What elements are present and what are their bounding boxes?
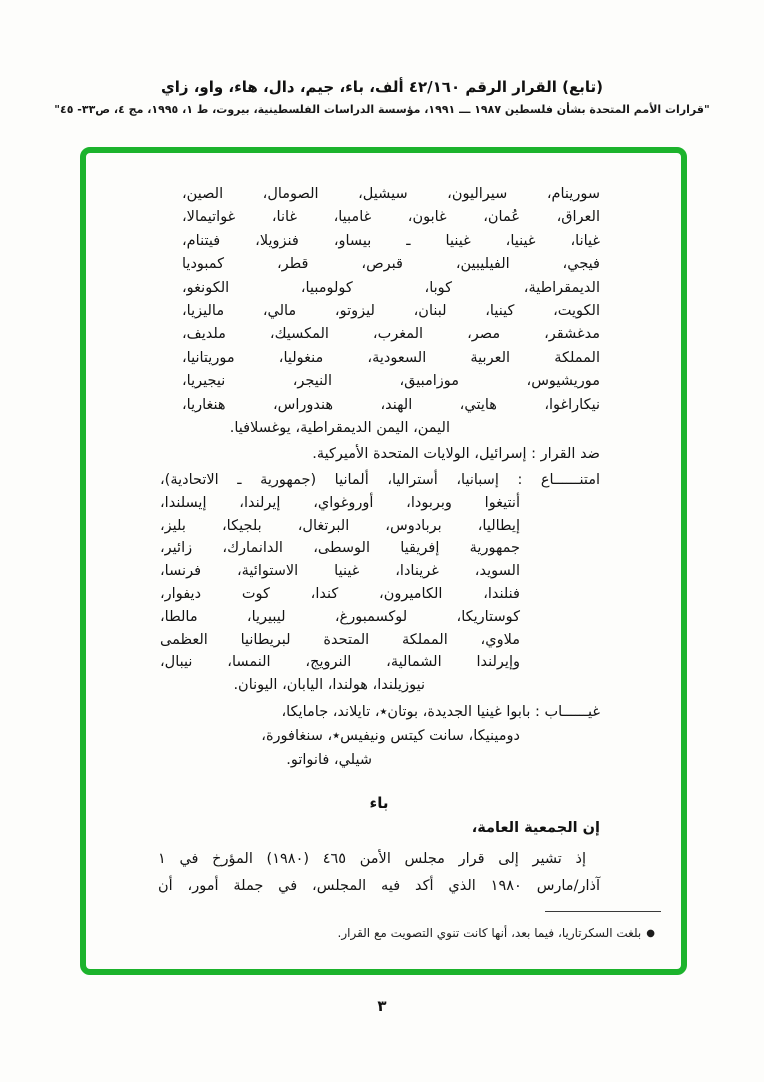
text-line: آذار/مارس ١٩٨٠ الذي أكد فيه المجلس، في جملة أمور، أن (158, 877, 600, 894)
text-line: الكويت، كينيا، لبنان، ليزوتو، مالي، ماليزيا، (182, 303, 600, 320)
text-line: سورينام، سيراليون، سيشيل، الصومال، الصين، (182, 186, 600, 202)
vote-abstain-list (160, 469, 600, 697)
text-line: ملاوي، المملكة المتحدة لبريطانيا العظمى (160, 631, 520, 648)
text-line: الديمقراطية، كوبا، كولومبيا، الكونغو، (182, 279, 600, 296)
vote-against-row (160, 443, 600, 466)
text-line: مدغشقر، مصر، المغرب، المكسيك، ملديف، (182, 326, 600, 343)
text-line: جمهورية إفريقيا الوسطى، الدانمارك، زائير، (160, 540, 520, 557)
text-line: شيلي، فانواتو. (286, 752, 372, 768)
text-line: اليمن، اليمن الديمقراطية، يوغسلافيا. (229, 420, 450, 437)
text-line: العراق، عُمان، غابون، غامبيا، غانا، غواتيمالا، (182, 209, 600, 226)
text-line: نيوزيلندا، هولندا، اليابان، اليونان. (233, 677, 425, 694)
footnote (338, 926, 656, 940)
page-number: ٣ (377, 997, 387, 1015)
body-paragraph (158, 846, 600, 899)
vote-content: بابوا غينيا الجديدة، بوتان٭، تايلاند، جامايكا، (281, 704, 531, 720)
section-heading-ba: باء (369, 794, 389, 812)
text-line (160, 469, 600, 492)
vote-label: امتنــــــاع : (517, 472, 601, 488)
vote-label: غيــــــاب : (534, 704, 600, 720)
text-line: المملكة العربية السعودية، منغوليا، موريتانيا، (182, 349, 600, 366)
vote-content: إسبانيا، أستراليا، ألمانيا (جمهورية ـ الاتحادية)، (160, 472, 499, 488)
header-title: (تابع) القرار الرقم ٤٢/١٦٠ ألف، باء، جيم، دال، هاء، واو، زاي (160, 78, 604, 96)
text-line: نيكاراغوا، هايتي، الهند، هندوراس، هنغاريا، (182, 396, 600, 413)
text-line: إذ تشير إلى قرار مجلس الأمن ٤٦٥ (١٩٨٠) المؤرخ في ١ (158, 851, 586, 867)
text-line: فنلندا، الكاميرون، كندا، كوت ديفوار، (160, 585, 520, 602)
text-line: السويد، غرينادا، غينيا الاستوائية، فرنسا، (160, 563, 520, 580)
vote-abstain-continuation (160, 492, 600, 697)
text-line: كوستاريكا، لوكسمبورغ، ليبيريا، مالطا، (160, 608, 520, 625)
text-line: فيجي، الفيليبين، قبرص، قطر، كمبوديا (182, 256, 600, 273)
footnote-rule (545, 911, 661, 912)
footnote-marker-icon: ● (646, 928, 655, 939)
text-line (160, 443, 600, 466)
text-line: وإيرلندا الشمالية، النرويج، النمسا، نيبال، (160, 654, 520, 671)
vote-absent-list (160, 700, 600, 772)
preamble-intro: إن الجمعية العامة، (471, 820, 600, 836)
text-line: إيطاليا، بربادوس، البرتغال، بلجيكا، بليز، (160, 517, 520, 534)
text-line: أنتيغوا وبربودا، أوروغواي، إيرلندا، إيسلندا، (160, 494, 520, 511)
vote-content: إسرائيل، الولايات المتحدة الأميركية. (312, 446, 527, 462)
text-line: موريشيوس، موزامبيق، النيجر، نيجيريا، (182, 373, 600, 390)
in-favor-country-list (182, 183, 600, 440)
header-source: "قرارات الأمم المتحدة بشأن فلسطين ١٩٨٧ ـــ ١٩٩١، مؤسسة الدراسات الفلسطينية، بيروت، ط ١، ١٩٩٥، مج ٤، ص٣٣- ٤٥" (54, 103, 710, 116)
footnote-text: بلغت السكرتاريا، فيما بعد، أنها كانت تنوي التصويت مع القرار. (337, 926, 642, 940)
text-line (160, 700, 600, 724)
text-line: دومينيكا، سانت كيتس ونيفيس٭، سنغافورة، (261, 728, 520, 744)
text-line: غيانا، غينيا، غينيا ـ بيساو، فنزويلا، فيتنام، (182, 232, 600, 249)
vote-absent-continuation (160, 724, 600, 772)
vote-label: ضد القرار : (531, 446, 600, 462)
